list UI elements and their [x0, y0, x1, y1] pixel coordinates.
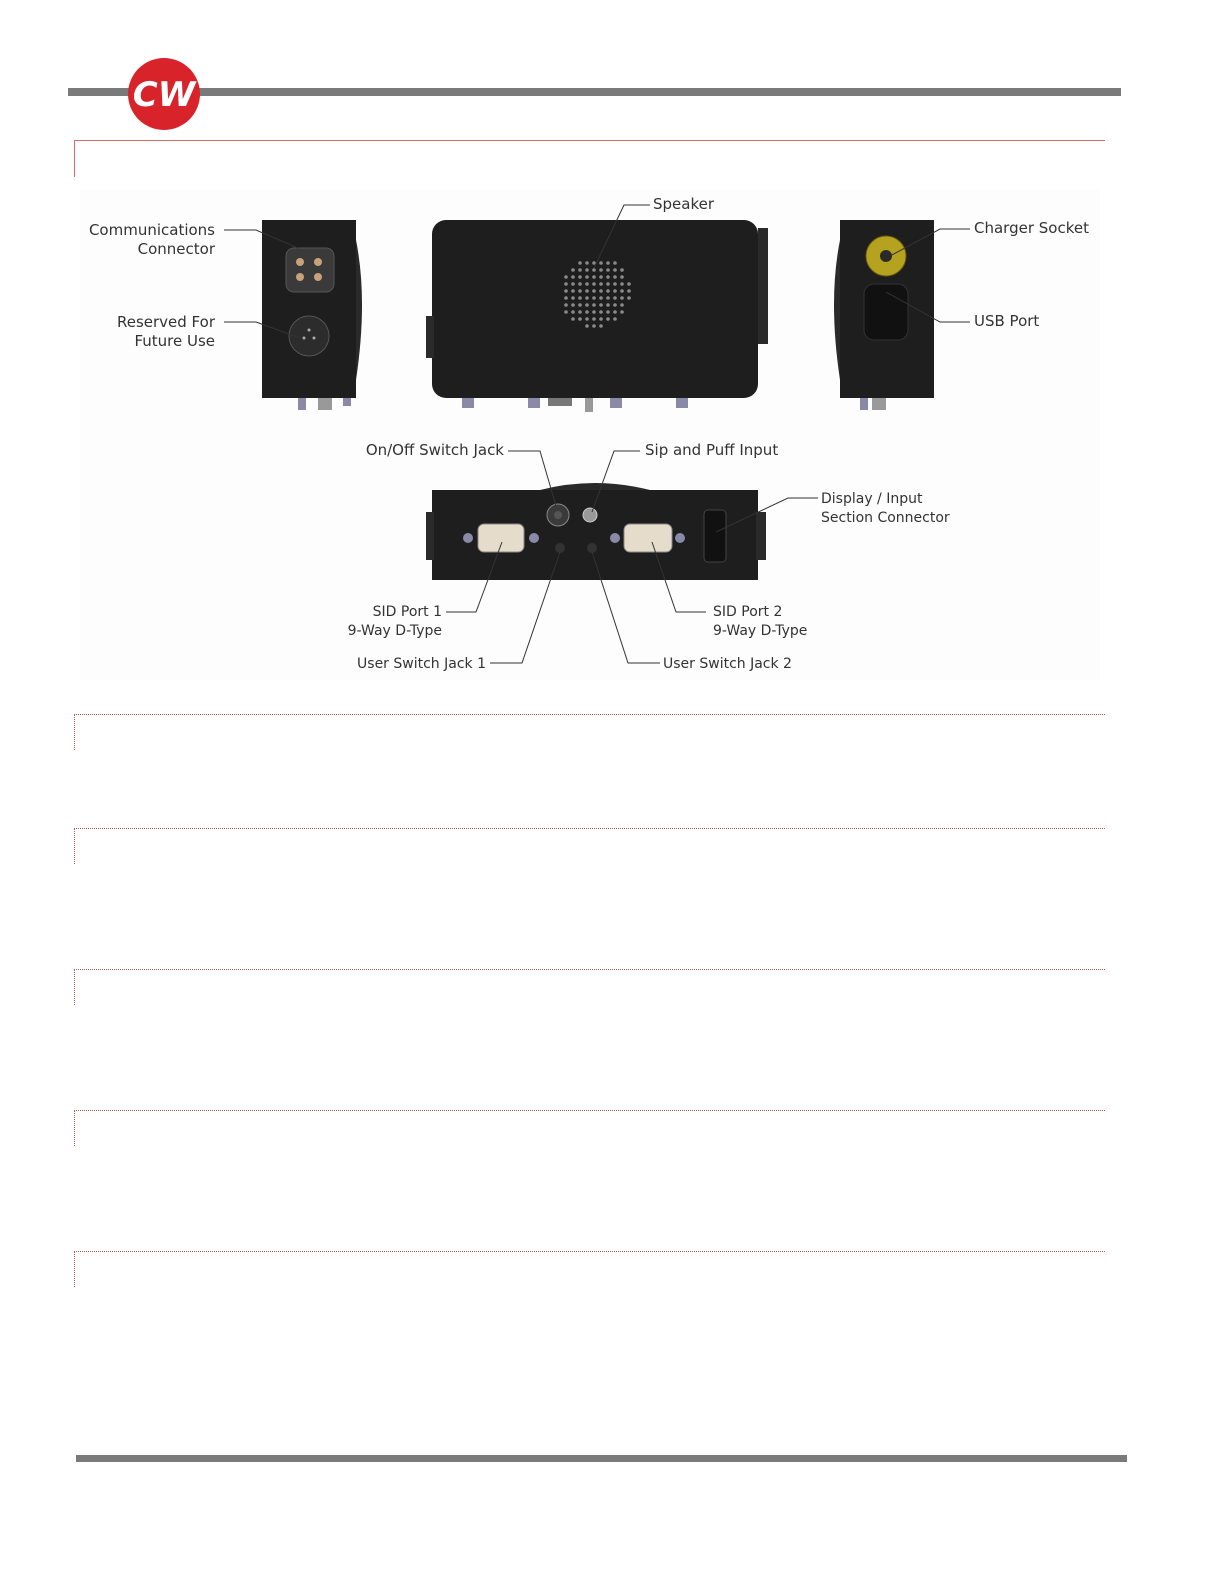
- speaker-hole: [613, 289, 617, 293]
- speaker-hole: [620, 268, 624, 272]
- speaker-hole: [599, 261, 603, 265]
- speaker-hole: [564, 282, 568, 286]
- speaker-hole: [564, 303, 568, 307]
- label-line: 9-Way D-Type: [713, 623, 808, 639]
- speaker-hole: [585, 317, 589, 321]
- sip-puff-input: [583, 508, 597, 522]
- speaker-hole: [592, 310, 596, 314]
- speaker-hole: [606, 310, 610, 314]
- speaker-hole: [606, 303, 610, 307]
- speaker-hole: [571, 296, 575, 300]
- speaker-hole: [599, 303, 603, 307]
- speaker-hole: [571, 282, 575, 286]
- top-view: [426, 220, 768, 412]
- speaker-hole: [613, 261, 617, 265]
- speaker-hole: [613, 296, 617, 300]
- speaker-hole: [571, 310, 575, 314]
- speaker-hole: [571, 317, 575, 321]
- speaker-hole: [613, 275, 617, 279]
- speaker-hole: [578, 282, 582, 286]
- speaker-hole: [578, 261, 582, 265]
- speaker-hole: [599, 310, 603, 314]
- speaker-hole: [599, 296, 603, 300]
- speaker-hole: [585, 289, 589, 293]
- svg-text:CW: CW: [132, 75, 196, 115]
- sid-port-1-connector: [478, 524, 524, 552]
- label-speaker: Speaker: [653, 195, 715, 213]
- speaker-hole: [620, 282, 624, 286]
- speaker-hole: [592, 296, 596, 300]
- speaker-hole: [585, 261, 589, 265]
- section-box: [74, 1110, 1105, 1146]
- speaker-hole: [613, 310, 617, 314]
- label-line: 9-Way D-Type: [347, 623, 442, 639]
- speaker-hole: [585, 303, 589, 307]
- speaker-hole: [599, 317, 603, 321]
- speaker-hole: [564, 310, 568, 314]
- speaker-hole: [571, 289, 575, 293]
- sid-port-2-connector: [624, 524, 672, 552]
- speaker-hole: [606, 289, 610, 293]
- label-sip-puff: Sip and Puff Input: [645, 441, 779, 459]
- speaker-hole: [592, 317, 596, 321]
- label-display-connector: [821, 490, 950, 528]
- display-connector: [704, 510, 726, 562]
- right-side-view: [834, 220, 934, 410]
- speaker-hole: [585, 282, 589, 286]
- label-line: Reserved For: [116, 313, 215, 331]
- speaker-hole: [613, 303, 617, 307]
- label-usb-port: USB Port: [974, 312, 1040, 330]
- footer-rule: [76, 1455, 1127, 1462]
- speaker-hole: [571, 268, 575, 272]
- speaker-hole: [620, 289, 624, 293]
- label-communications-connector: [70, 221, 215, 259]
- speaker-hole: [578, 268, 582, 272]
- speaker-hole: [613, 268, 617, 272]
- speaker-hole: [599, 289, 603, 293]
- label-charger-socket: Charger Socket: [974, 219, 1089, 237]
- speaker-hole: [627, 282, 631, 286]
- speaker-hole: [585, 268, 589, 272]
- speaker-hole: [564, 289, 568, 293]
- left-side-view: [262, 220, 362, 410]
- speaker-hole: [620, 296, 624, 300]
- section-box: [74, 969, 1105, 1005]
- speaker-hole: [578, 275, 582, 279]
- speaker-hole: [585, 275, 589, 279]
- speaker-hole: [606, 275, 610, 279]
- speaker-hole: [606, 296, 610, 300]
- label-line: Connector: [137, 240, 215, 258]
- speaker-hole: [599, 282, 603, 286]
- section-box: [74, 1251, 1105, 1287]
- speaker-hole: [592, 324, 596, 328]
- speaker-hole: [627, 289, 631, 293]
- speaker-hole: [564, 275, 568, 279]
- speaker-hole: [592, 275, 596, 279]
- speaker-hole: [592, 289, 596, 293]
- label-line: Communications: [88, 221, 215, 239]
- speaker-hole: [620, 303, 624, 307]
- speaker-hole: [627, 296, 631, 300]
- communications-connector: [286, 248, 334, 292]
- speaker-hole: [592, 268, 596, 272]
- speaker-hole: [578, 303, 582, 307]
- speaker-hole: [592, 282, 596, 286]
- label-line: SID Port 1: [372, 604, 442, 620]
- speaker-hole: [613, 317, 617, 321]
- speaker-hole: [585, 310, 589, 314]
- speaker-hole: [585, 324, 589, 328]
- label-sid-port-1: [300, 603, 442, 641]
- label-user-switch-2: User Switch Jack 2: [663, 656, 792, 672]
- speaker-hole: [606, 317, 610, 321]
- speaker-hole: [599, 324, 603, 328]
- speaker-hole: [571, 303, 575, 307]
- speaker-hole: [592, 303, 596, 307]
- label-user-switch-1: User Switch Jack 1: [357, 656, 486, 672]
- speaker-hole: [606, 282, 610, 286]
- speaker-hole: [564, 296, 568, 300]
- speaker-hole: [613, 282, 617, 286]
- label-line: Display / Input: [821, 491, 923, 507]
- label-reserved: [70, 313, 215, 351]
- speaker-hole: [571, 275, 575, 279]
- speaker-hole: [620, 275, 624, 279]
- label-line: Future Use: [134, 332, 215, 350]
- speaker-hole: [578, 296, 582, 300]
- speaker-hole: [585, 296, 589, 300]
- speaker-hole: [599, 275, 603, 279]
- speaker-hole: [620, 310, 624, 314]
- label-line: SID Port 2: [713, 604, 783, 620]
- section-box: [74, 714, 1105, 750]
- speaker-hole: [606, 268, 610, 272]
- speaker-hole: [599, 268, 603, 272]
- speaker-hole: [578, 310, 582, 314]
- speaker-hole: [606, 261, 610, 265]
- speaker-hole: [578, 317, 582, 321]
- label-sid-port-2: [713, 603, 807, 641]
- label-onoff-jack: On/Off Switch Jack: [365, 441, 504, 459]
- label-line: Section Connector: [821, 510, 950, 526]
- section-box: [74, 828, 1105, 864]
- speaker-hole: [578, 289, 582, 293]
